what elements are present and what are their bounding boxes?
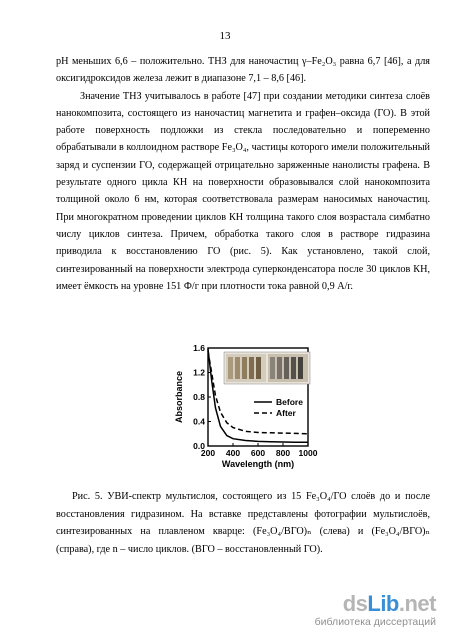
x-tick-label: 800: [275, 448, 291, 458]
paragraph-1: pH меньших 6,6 – положительно. ТНЗ для наночастиц γ–Fe₂O₃ равна 6,7 [46], а для оксигидроксидов железа лежит в диапазоне 7,1 – 8,6 [46].: [56, 56, 430, 85]
inset-sample: [256, 357, 261, 379]
y-tick-label: 1.6: [193, 343, 205, 353]
inset-sample: [298, 357, 303, 379]
paragraph-2: Значение ТНЗ учитывалось в работе [47] при создании методики синтеза слоёв нанокомпозита, состоящего из наночастиц магнетита и графен–оксида (ГО). В этой работе поверхность подложки из стекла последовательно и попеременно обрабатывали в коллоидном растворе Fe₃O₄, частицы которого имели положительный заряд и суспензии ГО, содержащей отрицательно заряженные нанолисты графена. В результате одного цикла КН на поверхности образовывался слой нанокомпозита толщиной около 6 нм, которая соответствовала размерам наносимых наночастиц. При многократном проведении циклов КН толщина такого слоя возрастала симбатно числу циклов синтеза. Причем, обработка такого слоя в растворе гидразина приводила к восстановлению ГО (рис. 5). Как установлено, такой слой, синтезированный на поверхности электрода суперконденсатора после 30 циклов КН, имеет ёмкость на уровне 151 Ф/г при плотности тока равной 0,9 А/г.: [56, 90, 430, 292]
inset-sample: [235, 357, 240, 379]
x-tick-label: 400: [225, 448, 241, 458]
y-tick-label: 0.0: [193, 441, 205, 451]
inset-sample: [228, 357, 233, 379]
body-text: [56, 53, 430, 295]
y-tick-label: 0.8: [193, 392, 205, 402]
absorbance-chart: [172, 334, 318, 482]
inset-photos: [224, 352, 310, 384]
inset-sample: [249, 357, 254, 379]
y-axis-label: Absorbance: [174, 370, 184, 424]
x-axis-label: Wavelength (nm): [221, 459, 295, 469]
x-tick-label: 1000: [298, 448, 318, 458]
figure-caption: Рис. 5. УВИ-спектр мультислоя, состоящего из 15 Fe₃O₄/ГО слоёв до и после восстановления гидразином. На вставке представлены фотографии мультислоёв, синтезированных на плавленом кварце: (Fe₃O₄/ВГО)ₙ (слева) и (Fe₃O₄/ВГО)ₙ (справа), где n – число циклов. (ВГО – восстановленный ГО).: [56, 491, 430, 555]
inset-sample: [291, 357, 296, 379]
figure-5: [172, 334, 318, 482]
inset-sample: [270, 357, 275, 379]
chart-legend: [254, 397, 303, 418]
legend-label-before: Before: [276, 397, 303, 407]
y-tick-label: 0.4: [193, 416, 205, 427]
watermark-subtitle: библиотека диссертаций: [314, 616, 436, 628]
watermark: [315, 592, 436, 629]
inset-sample: [277, 357, 282, 379]
legend-label-after: After: [276, 408, 296, 418]
page-number: 13: [219, 30, 231, 42]
inset-sample: [284, 357, 289, 379]
x-tick-label: 200: [200, 448, 216, 458]
watermark-logo: dsLib.net: [342, 591, 436, 616]
x-tick-label: 600: [250, 448, 266, 458]
y-tick-label: 1.2: [193, 367, 205, 378]
inset-sample: [242, 357, 247, 379]
